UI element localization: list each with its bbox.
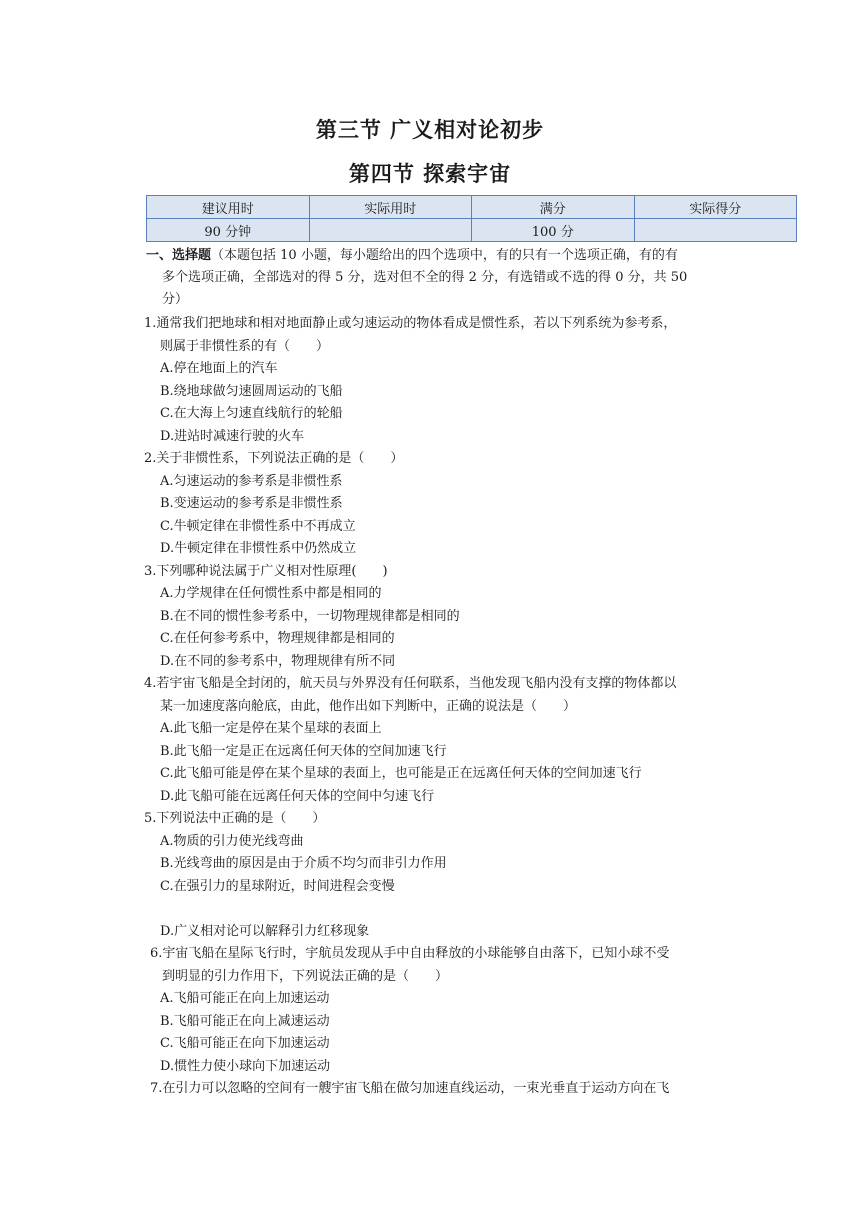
time-score-table bbox=[146, 195, 797, 242]
section-intro-line: 分） bbox=[162, 292, 189, 307]
question-4-option-c: C.此飞船可能是停在某个星球的表面上，也可能是正在远离任何天体的空间加速飞行 bbox=[160, 766, 642, 781]
section-intro-line bbox=[146, 245, 678, 267]
section-intro-text: （本题包括 10 小题，每小题给出的四个选项中，有的只有一个选项正确，有的有 bbox=[211, 248, 678, 263]
question-4-option-d: D.此飞船可能在远离任何天体的空间中匀速飞行 bbox=[160, 789, 435, 804]
question-3-option-b: B.在不同的惯性参考系中，一切物理规律都是相同的 bbox=[160, 609, 460, 624]
value-cell-full-score: 100 分 bbox=[472, 219, 635, 242]
question-4-stem-cont: 某一加速度落向舱底，由此，他作出如下判断中，正确的说法是（ ） bbox=[160, 699, 577, 714]
question-1-option-a: A.停在地面上的汽车 bbox=[160, 361, 278, 376]
question-2-option-a: A.匀速运动的参考系是非惯性系 bbox=[160, 474, 343, 489]
question-2-stem: 2.关于非惯性系，下列说法正确的是（ ） bbox=[144, 451, 404, 466]
page-subtitle: 第四节 探索宇宙 bbox=[348, 162, 512, 186]
question-1-option-b: B.绕地球做匀速圆周运动的飞船 bbox=[160, 384, 343, 399]
value-cell-actual-score bbox=[634, 219, 797, 242]
value-cell-suggested-time: 90 分钟 bbox=[147, 219, 310, 242]
question-4-stem: 4.若宇宙飞船是全封闭的，航天员与外界没有任何联系，当他发现飞船内没有支撑的物体都以 bbox=[144, 676, 677, 691]
header-cell-suggested-time: 建议用时 bbox=[147, 196, 310, 219]
table-header-row bbox=[147, 196, 797, 219]
question-5-option-b: B.光线弯曲的原因是由于介质不均匀而非引力作用 bbox=[160, 856, 447, 871]
section-heading: 一、选择题 bbox=[146, 248, 212, 263]
question-1-option-c: C.在大海上匀速直线航行的轮船 bbox=[160, 406, 343, 421]
question-1-stem-cont: 则属于非惯性系的有（ ） bbox=[160, 339, 330, 354]
question-3-option-d: D.在不同的参考系中，物理规律有所不同 bbox=[160, 654, 396, 669]
question-2-option-c: C.牛顿定律在非惯性系中不再成立 bbox=[160, 519, 356, 534]
question-5-option-c: C.在强引力的星球附近，时间进程会变慢 bbox=[160, 879, 395, 894]
question-5-option-d: D.广义相对论可以解释引力红移现象 bbox=[160, 924, 370, 939]
question-2-option-b: B.变速运动的参考系是非惯性系 bbox=[160, 496, 343, 511]
value-cell-actual-time bbox=[309, 219, 472, 242]
page-title: 第三节 广义相对论初步 bbox=[315, 118, 545, 142]
question-1-option-d: D.进站时减速行驶的火车 bbox=[160, 429, 305, 444]
section-intro-line: 多个选项正确，全部选对的得 5 分，选对但不全的得 2 分，有选错或不选的得 0 分，共 50 bbox=[162, 270, 688, 285]
header-cell-actual-time: 实际用时 bbox=[309, 196, 472, 219]
question-5-option-a: A.物质的引力使光线弯曲 bbox=[160, 834, 304, 849]
question-6-option-d: D.惯性力使小球向下加速运动 bbox=[160, 1059, 331, 1074]
question-3-option-a: A.力学规律在任何惯性系中都是相同的 bbox=[160, 586, 382, 601]
question-6-option-c: C.飞船可能正在向下加速运动 bbox=[160, 1036, 330, 1051]
question-3-stem: 3.下列哪种说法属于广义相对性原理( ) bbox=[144, 564, 388, 579]
question-7-stem: 7.在引力可以忽略的空间有一艘宇宙飞船在做匀加速直线运动，一束光垂直于运动方向在飞 bbox=[150, 1081, 670, 1096]
question-4-option-a: A.此飞船一定是停在某个星球的表面上 bbox=[160, 721, 382, 736]
question-4-option-b: B.此飞船一定是正在远离任何天体的空间加速飞行 bbox=[160, 744, 447, 759]
header-cell-actual-score: 实际得分 bbox=[634, 196, 797, 219]
table-value-row bbox=[147, 219, 797, 242]
question-5-stem: 5.下列说法中正确的是（ ） bbox=[144, 811, 326, 826]
question-6-option-b: B.飞船可能正在向上减速运动 bbox=[160, 1014, 330, 1029]
question-2-option-d: D.牛顿定律在非惯性系中仍然成立 bbox=[160, 541, 357, 556]
question-6-stem: 6.宇宙飞船在星际飞行时，宇航员发现从手中自由释放的小球能够自由落下，已知小球不受 bbox=[150, 946, 670, 961]
question-6-stem-cont: 到明显的引力作用下，下列说法正确的是（ ） bbox=[162, 969, 449, 984]
header-cell-full-score: 满分 bbox=[472, 196, 635, 219]
question-6-option-a: A.飞船可能正在向上加速运动 bbox=[160, 991, 330, 1006]
question-3-option-c: C.在任何参考系中，物理规律都是相同的 bbox=[160, 631, 395, 646]
question-1-stem: 1.通常我们把地球和相对地面静止或匀速运动的物体看成是惯性系，若以下列系统为参考系， bbox=[144, 316, 677, 331]
